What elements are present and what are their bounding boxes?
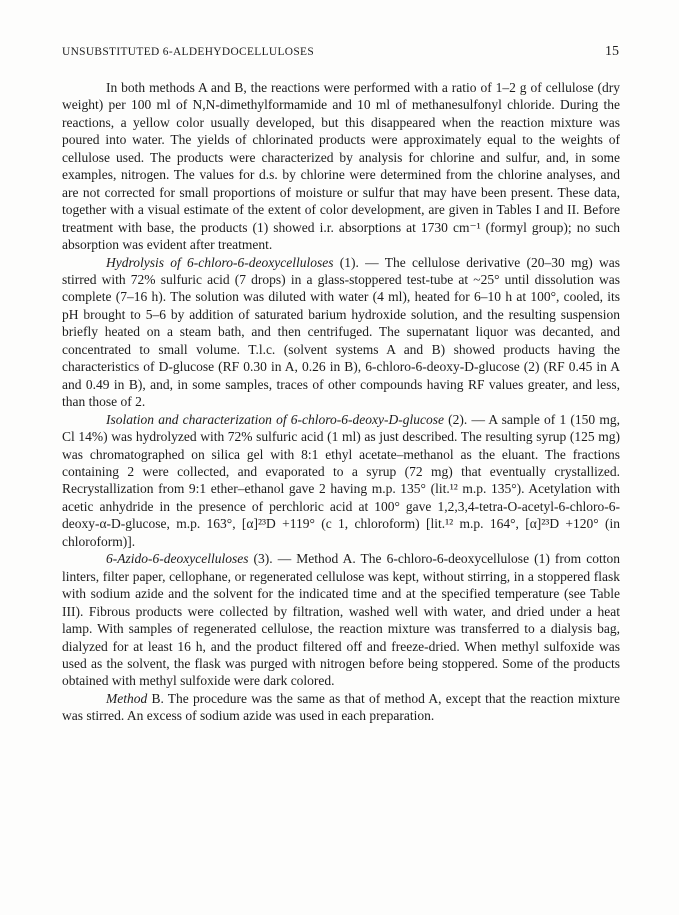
paragraph-text: In both methods A and B, the reactions were performed with a ratio of 1–2 g of cellulose (dry weight) per 100 ml of N,N-dimethylformamide and 10 ml of methanesulfonyl chloride. During the reactions, a yellow color usually developed, but this disappeared when the reaction mixture was poured into water. The yields of chlorinated products were approximately equal to the weights of cellulose used. The products were characterized by analysis for chlorine and sulfur, and, in some examples, nitrogen. The values for d.s. by chlorine were determined from the chlorine analyses, and are not corrected for small proportions of moisture or sulfur that may have been present. These data, together with a visual estimate of the extent of color development, are given in Tables I and II. Before treatment with base, the products (1) showed i.r. absorptions at 1730 cm⁻¹ (formyl group); no such absorption was evident after treatment. [62, 80, 620, 253]
paragraph-text: (1). — The cellulose derivative (20–30 mg) was stirred with 72% sulfuric acid (7 drops) in a glass-stoppered test-tube at ~25° until dissolution was complete (7–16 h). The solution was diluted with water (4 ml), heated for 6–10 h at 100°, cooled, its pH brought to 5–6 by addition of saturated barium hydroxide solution, and the resulting suspension briefly heated on a steam bath, and then centrifuged. The supernatant liquor was decanted, and concentrated to small volume. T.l.c. (solvent systems A and B) showed products having the characteristics of D-glucose (RF 0.30 in A, 0.26 in B), 6-chloro-6-deoxy-D-glucose (2) (RF 0.45 in A and 0.49 in B), and, in some samples, traces of other compounds having RF values greater, and less, than those of 2. [62, 254, 620, 410]
body-text [62, 79, 620, 725]
paragraph [62, 79, 620, 254]
paragraph [62, 690, 620, 725]
running-head: UNSUBSTITUTED 6-ALDEHYDOCELLULOSES [62, 46, 315, 58]
subsection-heading: Method [106, 690, 148, 706]
paragraph [62, 254, 620, 411]
subsection-heading: Hydrolysis of 6-chloro-6-deoxycelluloses [106, 254, 334, 270]
paragraph-text: (2). — A sample of 1 (150 mg, Cl 14%) was hydrolyzed with 72% sulfuric acid (1 ml) as just described. The resulting syrup (125 mg) was chromatographed on silica gel with 8:1 ethyl acetate–methanol as the eluant. The fractions containing 2 were collected, and evaporated to a syrup (72 mg) that eventually crystallized. Recrystallization from 9:1 ether–ethanol gave 2 having m.p. 135° (lit.¹² m.p. 135°). Acetylation with acetic anhydride in the presence of perchloric acid at 100° gave 1,2,3,4-tetra-O-acetyl-6-chloro-6-deoxy-α-D-glucose, m.p. 163°, [α]²³D +119° (c 1, chloroform) [lit.¹² m.p. 164°, [α]²³D +120° (in chloroform)]. [62, 411, 621, 549]
paragraph-text: B. The procedure was the same as that of method A, except that the reaction mixture was stirred. An excess of sodium azide was used in each preparation. [62, 690, 620, 724]
paragraph [62, 550, 620, 690]
subsection-heading: 6-Azido-6-deoxycelluloses [106, 551, 249, 567]
subsection-heading: Isolation and characterization of 6-chloro-6-deoxy-D-glucose [106, 411, 444, 427]
paragraph-text: (3). — Method A. The 6-chloro-6-deoxycellulose (1) from cotton linters, filter paper, cellophane, or regenerated cellulose was kept, without stirring, in a stoppered flask with sodium azide and the solvent for the indicated time and at the specified temperature (see Table III). Fibrous products were collected by filtration, washed well with water, and dried under a heat lamp. With samples of regenerated cellulose, the reaction mixture was transferred to a dialysis bag, dialyzed for at least 16 h, and the product filtered off and freeze-dried. When methyl sulfoxide was used as the solvent, the flask was purged with nitrogen before being stoppered. Some of the products obtained with methyl sulfoxide were dark colored. [62, 551, 620, 689]
page-header [62, 44, 619, 64]
page-number: 15 [605, 44, 619, 59]
paragraph [62, 411, 620, 551]
